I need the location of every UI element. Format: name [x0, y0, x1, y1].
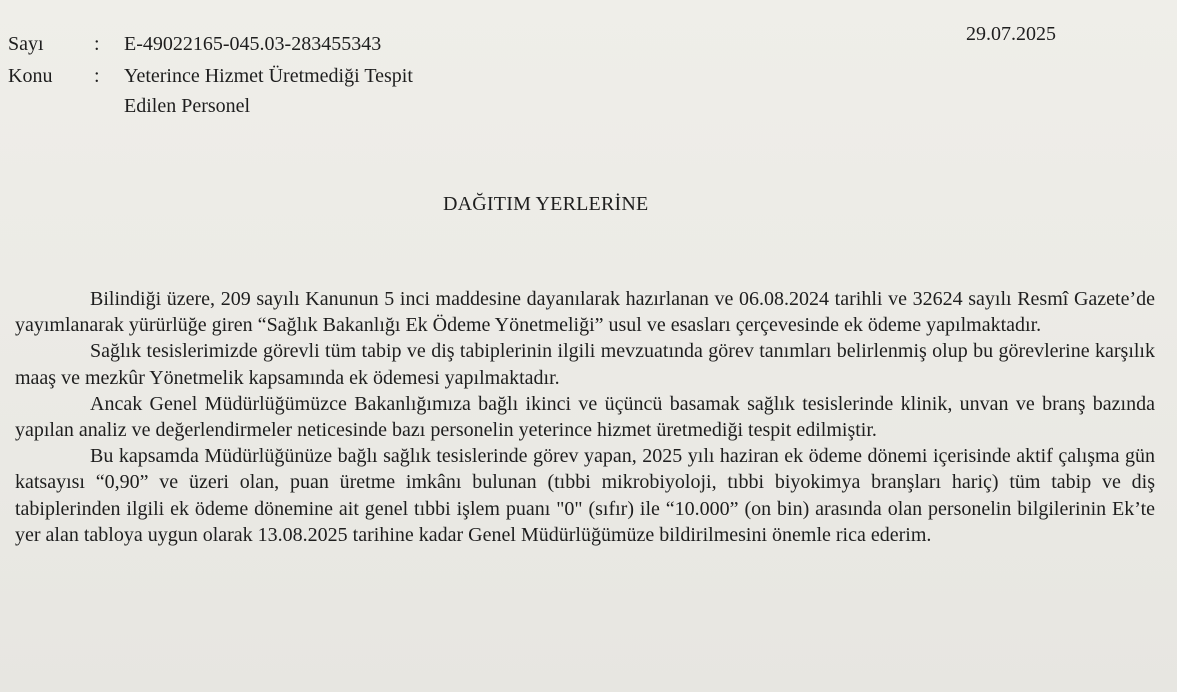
document-body	[15, 286, 1155, 548]
document-heading: DAĞITIM YERLERİNE	[443, 193, 649, 215]
sayi-value: E-49022165-045.03-283455343	[124, 33, 382, 55]
sayi-label: Sayı	[8, 33, 44, 55]
paragraph-3: Ancak Genel Müdürlüğümüzce Bakanlığımıza bağlı ikinci ve üçüncü basamak sağlık tesislerinde klinik, unvan ve branş bazında yapılan analiz ve değerlendirmeler neticesinde bazı personelin yeterince hizmet üretmediği tespit edilmiştir.	[15, 392, 1155, 442]
konu-value-line2: Edilen Personel	[124, 95, 251, 117]
paragraph-4: Bu kapsamda Müdürlüğünüze bağlı sağlık tesislerinde görev yapan, 2025 yılı haziran ek ödeme dönemi içerisinde aktif çalışma gün katsayısı “0,90” ve üzeri olan, puan üretme imkânı bulunan (tıbbi mikrobiyoloji, tıbbi biyokimya branşları hariç) tüm tabip ve diş tabiplerinden ilgili ek ödeme dönemine ait genel tıbbi işlem puanı "0" (sıfır) ile “10.000” (on bin) arasında olan personelin bilgilerinin Ek’te yer alan tabloya uygun olarak 13.08.2025 tarihine kadar Genel Müdürlüğümüze bildirilmesini önemle rica ederim.	[15, 445, 1155, 546]
konu-label: Konu	[8, 65, 53, 87]
document-date: 29.07.2025	[966, 23, 1056, 45]
konu-colon: :	[94, 65, 100, 87]
paragraph-1: Bilindiği üzere, 209 sayılı Kanunun 5 inci maddesine dayanılarak hazırlanan ve 06.08.2024 tarihli ve 32624 sayılı Resmî Gazete’de yayımlanarak yürürlüğe giren “Sağlık Bakanlığı Ek Ödeme Yönetmeliği” usul ve esasları çerçevesinde ek ödeme yapılmaktadır.	[15, 288, 1155, 337]
paragraph-2: Sağlık tesislerimizde görevli tüm tabip ve diş tabiplerinin ilgili mevzuatında görev tanımları belirlenmiş olup bu görevlerine karşılık maaş ve mezkûr Yönetmelik kapsamında ek ödemesi yapılmaktadır.	[15, 340, 1155, 389]
konu-value-line1: Yeterince Hizmet Üretmediği Tespit	[124, 65, 413, 87]
sayi-colon: :	[94, 33, 100, 55]
